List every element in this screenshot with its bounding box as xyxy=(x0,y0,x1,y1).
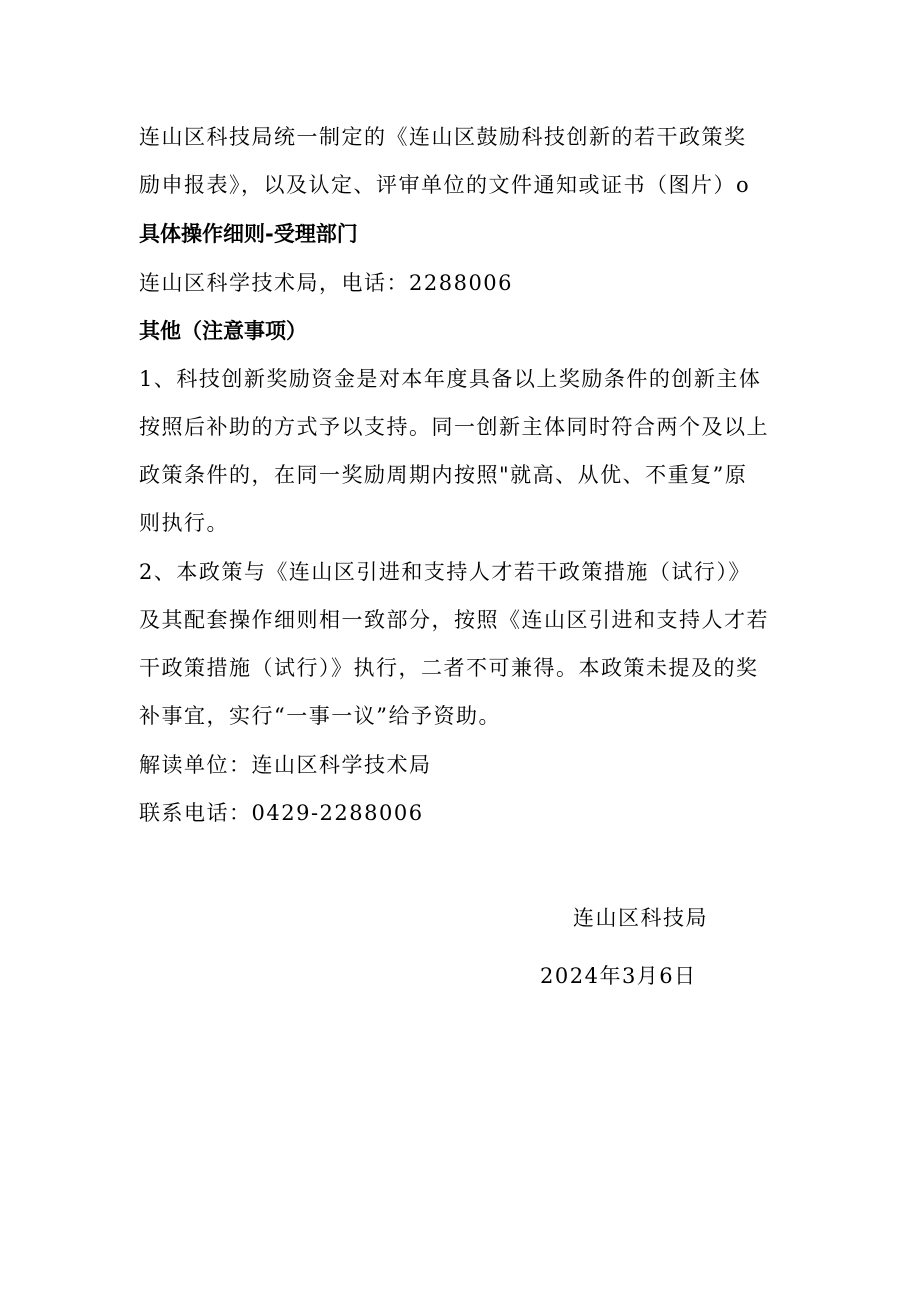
note-1-line-3: 政策条件的，在同一奖励周期内按照"就高、从优、不重复”原 xyxy=(139,463,748,487)
note-1-line-2: 按照后补助的方式予以支持。同一创新主体同时符合两个及以上 xyxy=(139,415,769,439)
signature-date: 2024年3月6日 xyxy=(540,964,697,988)
note-2-line-4: 补事宜，实行“一事一议”给予资助。 xyxy=(139,704,501,728)
contact-phone: 联系电话：0429-2288006 xyxy=(139,801,424,825)
note-2-line-2: 及其配套操作细则相一致部分，按照《连山区引进和支持人才若 xyxy=(139,608,769,632)
materials-line-1: 连山区科技局统一制定的《连山区鼓励科技创新的若干政策奖 xyxy=(139,125,747,149)
department-heading: 具体操作细则-受理部门 xyxy=(139,222,358,246)
note-1-line-4: 则执行。 xyxy=(139,511,229,535)
note-2-line-3: 干政策措施（试行）》执行，二者不可兼得。本政策未提及的奖 xyxy=(139,656,759,680)
materials-line-2: 励申报表》，以及认定、评审单位的文件通知或证书（图片）o xyxy=(139,173,751,197)
notes-heading: 其他（注意事项） xyxy=(139,319,307,343)
note-2-line-1: 2、本政策与《连山区引进和支持人才若干政策措施（试行）》 xyxy=(139,560,751,584)
signature-org: 连山区科技局 xyxy=(573,906,708,930)
contact-unit: 解读单位：连山区科学技术局 xyxy=(139,753,432,777)
note-1-line-1: 1、科技创新奖励资金是对本年度具备以上奖励条件的创新主体 xyxy=(139,367,762,391)
department-text: 连山区科学技术局，电话：2288006 xyxy=(139,271,514,295)
